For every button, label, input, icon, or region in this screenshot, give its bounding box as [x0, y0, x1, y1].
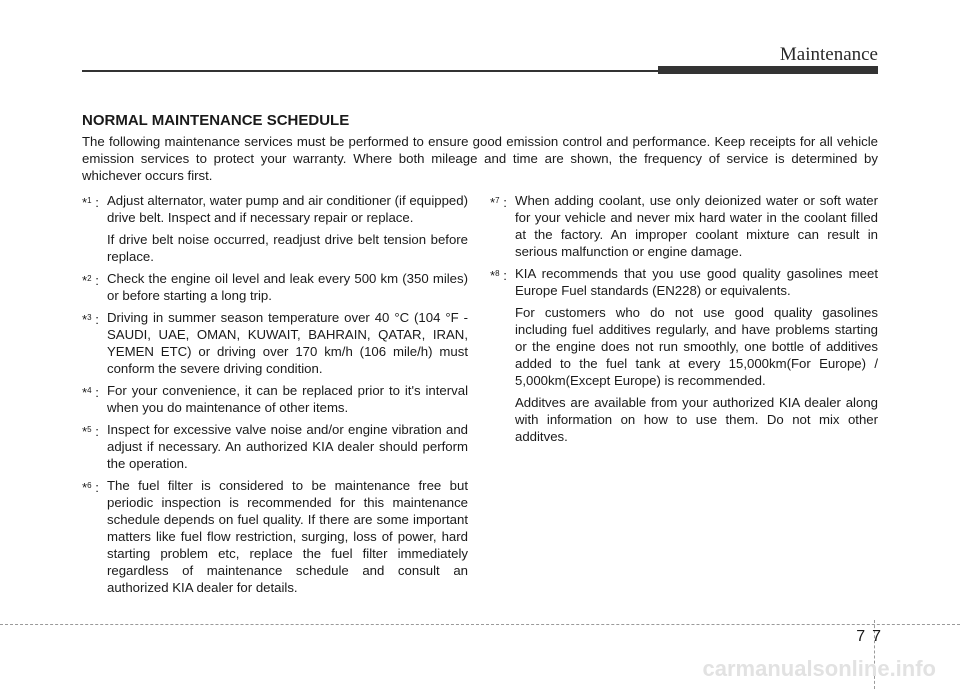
footnote-text: If drive belt noise occurred, readjust drive belt tension before replace.: [107, 232, 468, 264]
schedule-intro: The following maintenance services must be performed to ensure good emission control and performance. Keep receipts for all vehicle emission services to protect your warranty. Where both mileage and time are shown, the frequency of service is determined by whichever occurs first.: [82, 134, 878, 183]
footnote-marker: *$^2$ :: [82, 273, 103, 288]
header-rule-accent: [658, 66, 878, 74]
footnote-item: [82, 309, 468, 377]
notes-left-column: [82, 192, 468, 601]
footnote-marker: *$^3$ :: [82, 312, 103, 327]
footnote-marker: *$^4$ :: [82, 385, 103, 400]
footnote-text: Adjust alternator, water pump and air conditioner (if equipped) drive belt. Inspect and if necessary repair or replace.: [107, 193, 468, 225]
section-title: Maintenance: [779, 44, 878, 65]
footnote-text: KIA recommends that you use good quality gasolines meet Europe Fuel standards (EN228) or equivalents.: [515, 266, 878, 298]
footnote-text: Inspect for excessive valve noise and/or engine vibration and adjust if necessary. An authorized KIA dealer should perform the operation.: [107, 422, 468, 471]
footnote-item: [82, 382, 468, 416]
footnote-item: [82, 421, 468, 472]
footnote-marker: *$^7$ :: [490, 195, 511, 210]
schedule-heading: NORMAL MAINTENANCE SCHEDULE: [82, 112, 350, 129]
footnote-text: For your convenience, it can be replaced prior to it's interval when you do maintenance of other items.: [107, 383, 468, 415]
footnote-item: [82, 192, 468, 265]
footnote-text: The fuel filter is considered to be maintenance free but periodic inspection is recommended for this maintenance schedule depends on fuel quality. If there are some important matters like fuel flow restriction, surging, loss of power, hard starting problem etc, replace the fuel filter immediately regardless of maintenance schedule and consult an authorized KIA dealer for details.: [107, 478, 468, 595]
footer-rule: [0, 624, 960, 625]
footnote-item: [490, 265, 878, 445]
footnote-text: Additves are available from your authorized KIA dealer along with information on how to use them. Do not mix other additves.: [515, 395, 878, 444]
footnote-text: Check the engine oil level and leak every 500 km (350 miles) or before starting a long trip.: [107, 271, 468, 303]
footnote-marker: *$^8$ :: [490, 268, 511, 283]
watermark: carmanualsonline.info: [702, 656, 936, 681]
notes-right-column: [490, 192, 878, 450]
footnote-item: [82, 270, 468, 304]
footnote-marker: *$^5$ :: [82, 424, 103, 439]
footnote-text: Driving in summer season temperature over 40 °C (104 °F - SAUDI, UAE, OMAN, KUWAIT, BAHRAIN, QATAR, IRAN, YEMEN ETC) or driving over 170 km/h (106 mile/h) must conform the severe driving condition.: [107, 310, 468, 376]
footnote-text: For customers who do not use good quality gasolines including fuel additives regularly, and have problems starting or the engine does not run smoothly, one bottle of additives added to the fuel tank at every 15,000km(For Europe) / 5,000km(Except Europe) is recommended.: [515, 305, 878, 388]
footnote-item: [490, 192, 878, 260]
page-number: 77: [856, 628, 888, 645]
footnote-item: [82, 477, 468, 596]
footnote-text: When adding coolant, use only deionized water or soft water for your vehicle and never mix hard water in the coolant filled at the factory. An improper coolant mixture can result in serious malfunction or engine damage.: [515, 193, 878, 259]
header-rule: [82, 70, 660, 72]
footnote-marker: *$^1$ :: [82, 195, 103, 210]
footnote-marker: *$^6$ :: [82, 480, 103, 495]
